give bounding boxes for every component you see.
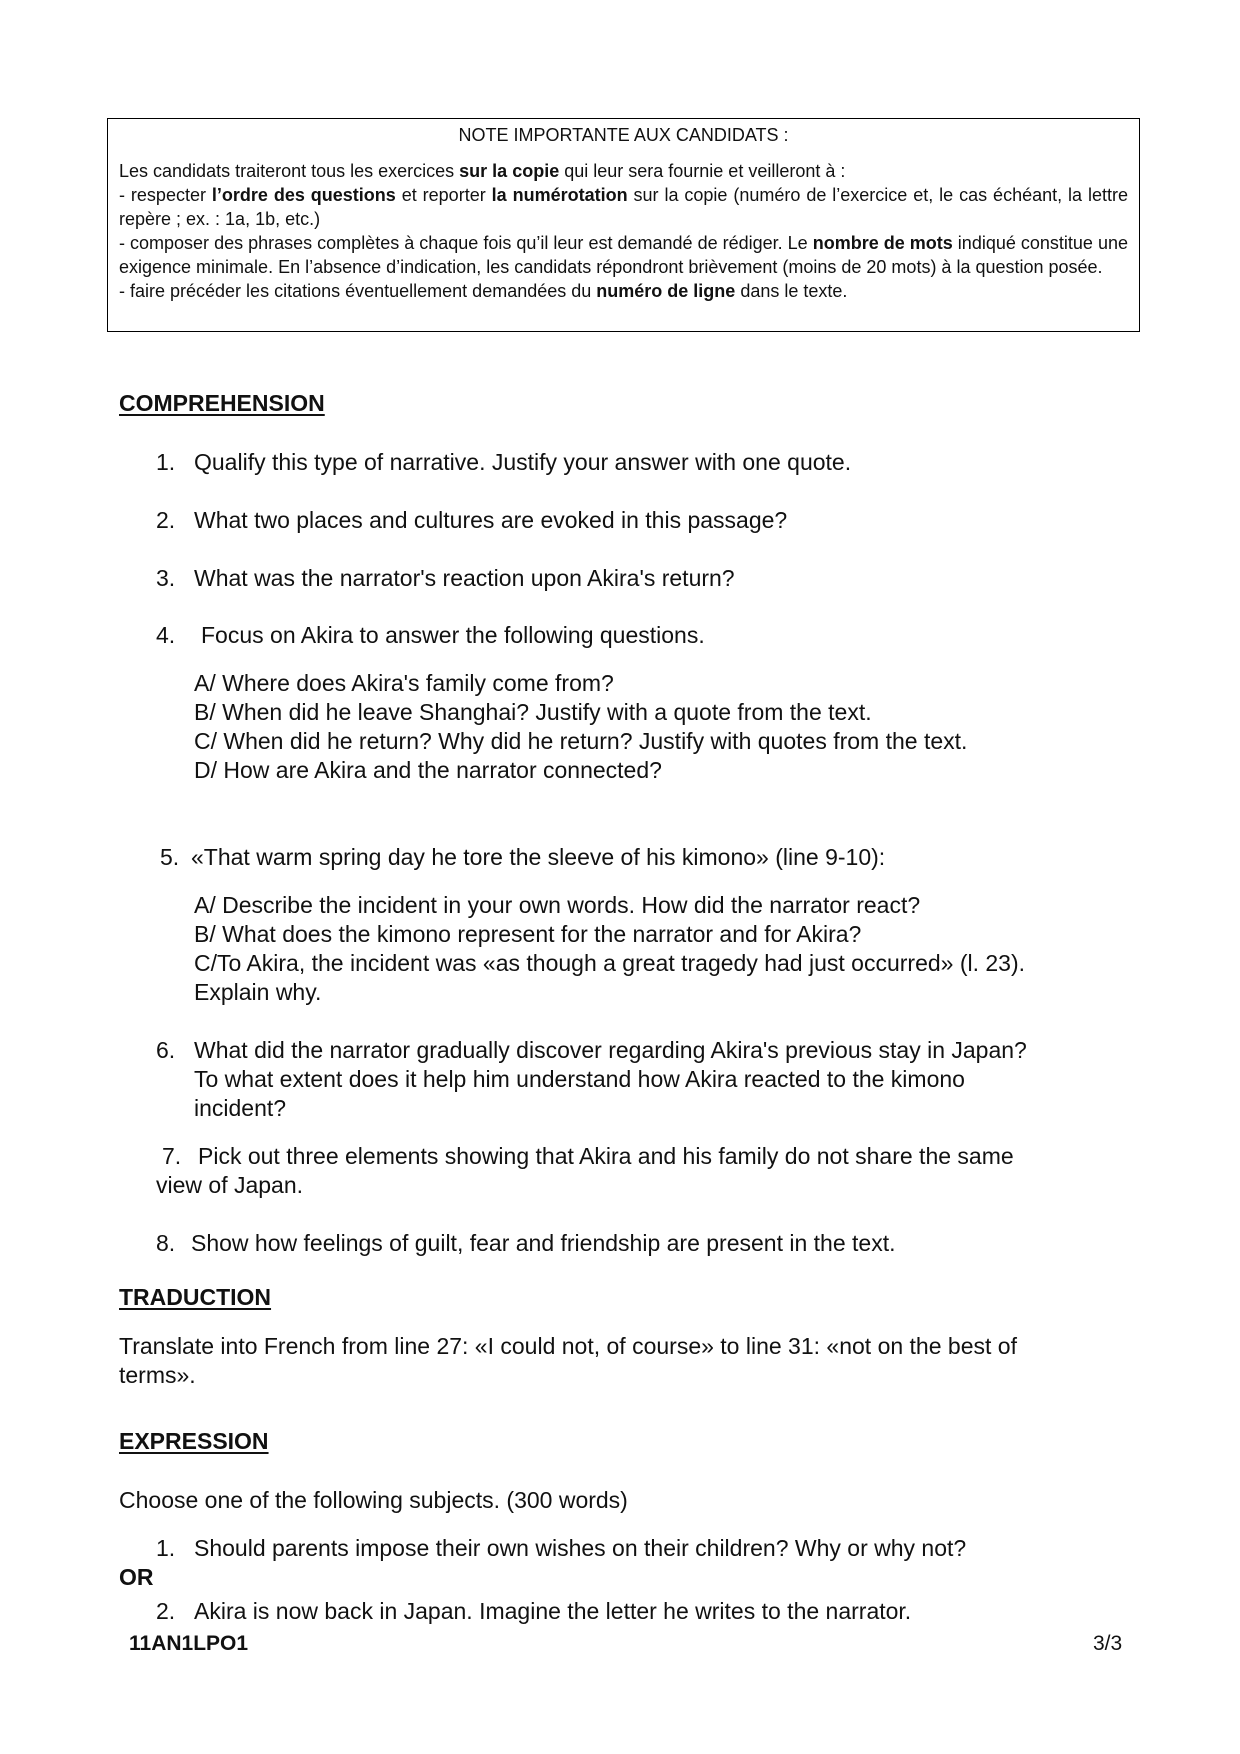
- question-5-sub-c-cont: Explain why.: [194, 979, 322, 1005]
- expression-subject-1: 1. Should parents impose their own wishes on their children? Why or why not?: [156, 1535, 967, 1561]
- question-4-sub-b: B/ When did he leave Shanghai? Justify with a quote from the text.: [194, 699, 872, 725]
- expression-or: OR: [119, 1564, 154, 1590]
- question-2: 2. What two places and cultures are evoked in this passage?: [156, 507, 788, 533]
- notice-rule-sentences: - composer des phrases complètes à chaque fois qu’il leur est demandé de rédiger. Le nombre de mots indiqué constitue une exigence minimale. En l’absence d’indication, les candidats répondront brièvement (moins de 20 mots) à la question posée.: [119, 233, 1128, 277]
- question-6-line-2: To what extent does it help him understand how Akira reacted to the kimono: [194, 1066, 965, 1092]
- question-5-sub-b: B/ What does the kimono represent for the narrator and for Akira?: [194, 921, 862, 947]
- page-number: 3/3: [1093, 1632, 1123, 1655]
- question-4-sub-d: D/ How are Akira and the narrator connected?: [194, 757, 662, 783]
- expression-heading: EXPRESSION: [119, 1428, 269, 1454]
- candidate-notice-box: [107, 118, 1140, 332]
- traduction-text-line-2: terms».: [119, 1362, 196, 1388]
- question-7: 7. Pick out three elements showing that Akira and his family do not share the same: [162, 1143, 1014, 1169]
- question-5-sub-a: A/ Describe the incident in your own words. How did the narrator react?: [194, 892, 921, 918]
- question-6-line-3: incident?: [194, 1095, 287, 1121]
- traduction-heading: TRADUCTION: [119, 1284, 272, 1310]
- exam-code: 11AN1LPO1: [129, 1632, 249, 1655]
- comprehension-heading: COMPREHENSION: [119, 390, 325, 416]
- traduction-text-line-1: Translate into French from line 27: «I could not, of course» to line 31: «not on the best of: [119, 1333, 1017, 1359]
- notice-rule-order: - respecter l’ordre des questions et reporter la numérotation sur la copie (numéro de l’exercice et, le cas échéant, la lettre repère ; ex. : 1a, 1b, etc.): [119, 185, 1129, 229]
- question-4-sub-c: C/ When did he return? Why did he return? Justify with quotes from the text.: [194, 728, 968, 754]
- question-1: 1. Qualify this type of narrative. Justify your answer with one quote.: [156, 449, 852, 475]
- question-4-sub-a: A/ Where does Akira's family come from?: [194, 670, 614, 696]
- question-3: 3. What was the narrator's reaction upon Akira's return?: [156, 565, 735, 591]
- question-5-sub-c: C/To Akira, the incident was «as though a great tragedy had just occurred» (l. 23).: [194, 950, 1026, 976]
- notice-title: NOTE IMPORTANTE AUX CANDIDATS :: [458, 125, 789, 145]
- notice-rule-quotes: - faire précéder les citations éventuellement demandées du numéro de ligne dans le texte.: [119, 281, 848, 301]
- notice-intro: Les candidats traiteront tous les exercices sur la copie qui leur sera fournie et veilleront à :: [119, 161, 846, 181]
- question-8: 8. Show how feelings of guilt, fear and friendship are present in the text.: [156, 1230, 896, 1256]
- question-4: 4. Focus on Akira to answer the following questions.: [156, 622, 705, 648]
- expression-intro: Choose one of the following subjects. (300 words): [119, 1487, 628, 1513]
- question-7-line-2: view of Japan.: [156, 1172, 304, 1198]
- question-5: 5. «That warm spring day he tore the sleeve of his kimono» (line 9-10):: [160, 844, 886, 870]
- question-6: 6. What did the narrator gradually discover regarding Akira's previous stay in Japan?: [156, 1037, 1027, 1063]
- expression-subject-2: 2. Akira is now back in Japan. Imagine the letter he writes to the narrator.: [156, 1598, 912, 1624]
